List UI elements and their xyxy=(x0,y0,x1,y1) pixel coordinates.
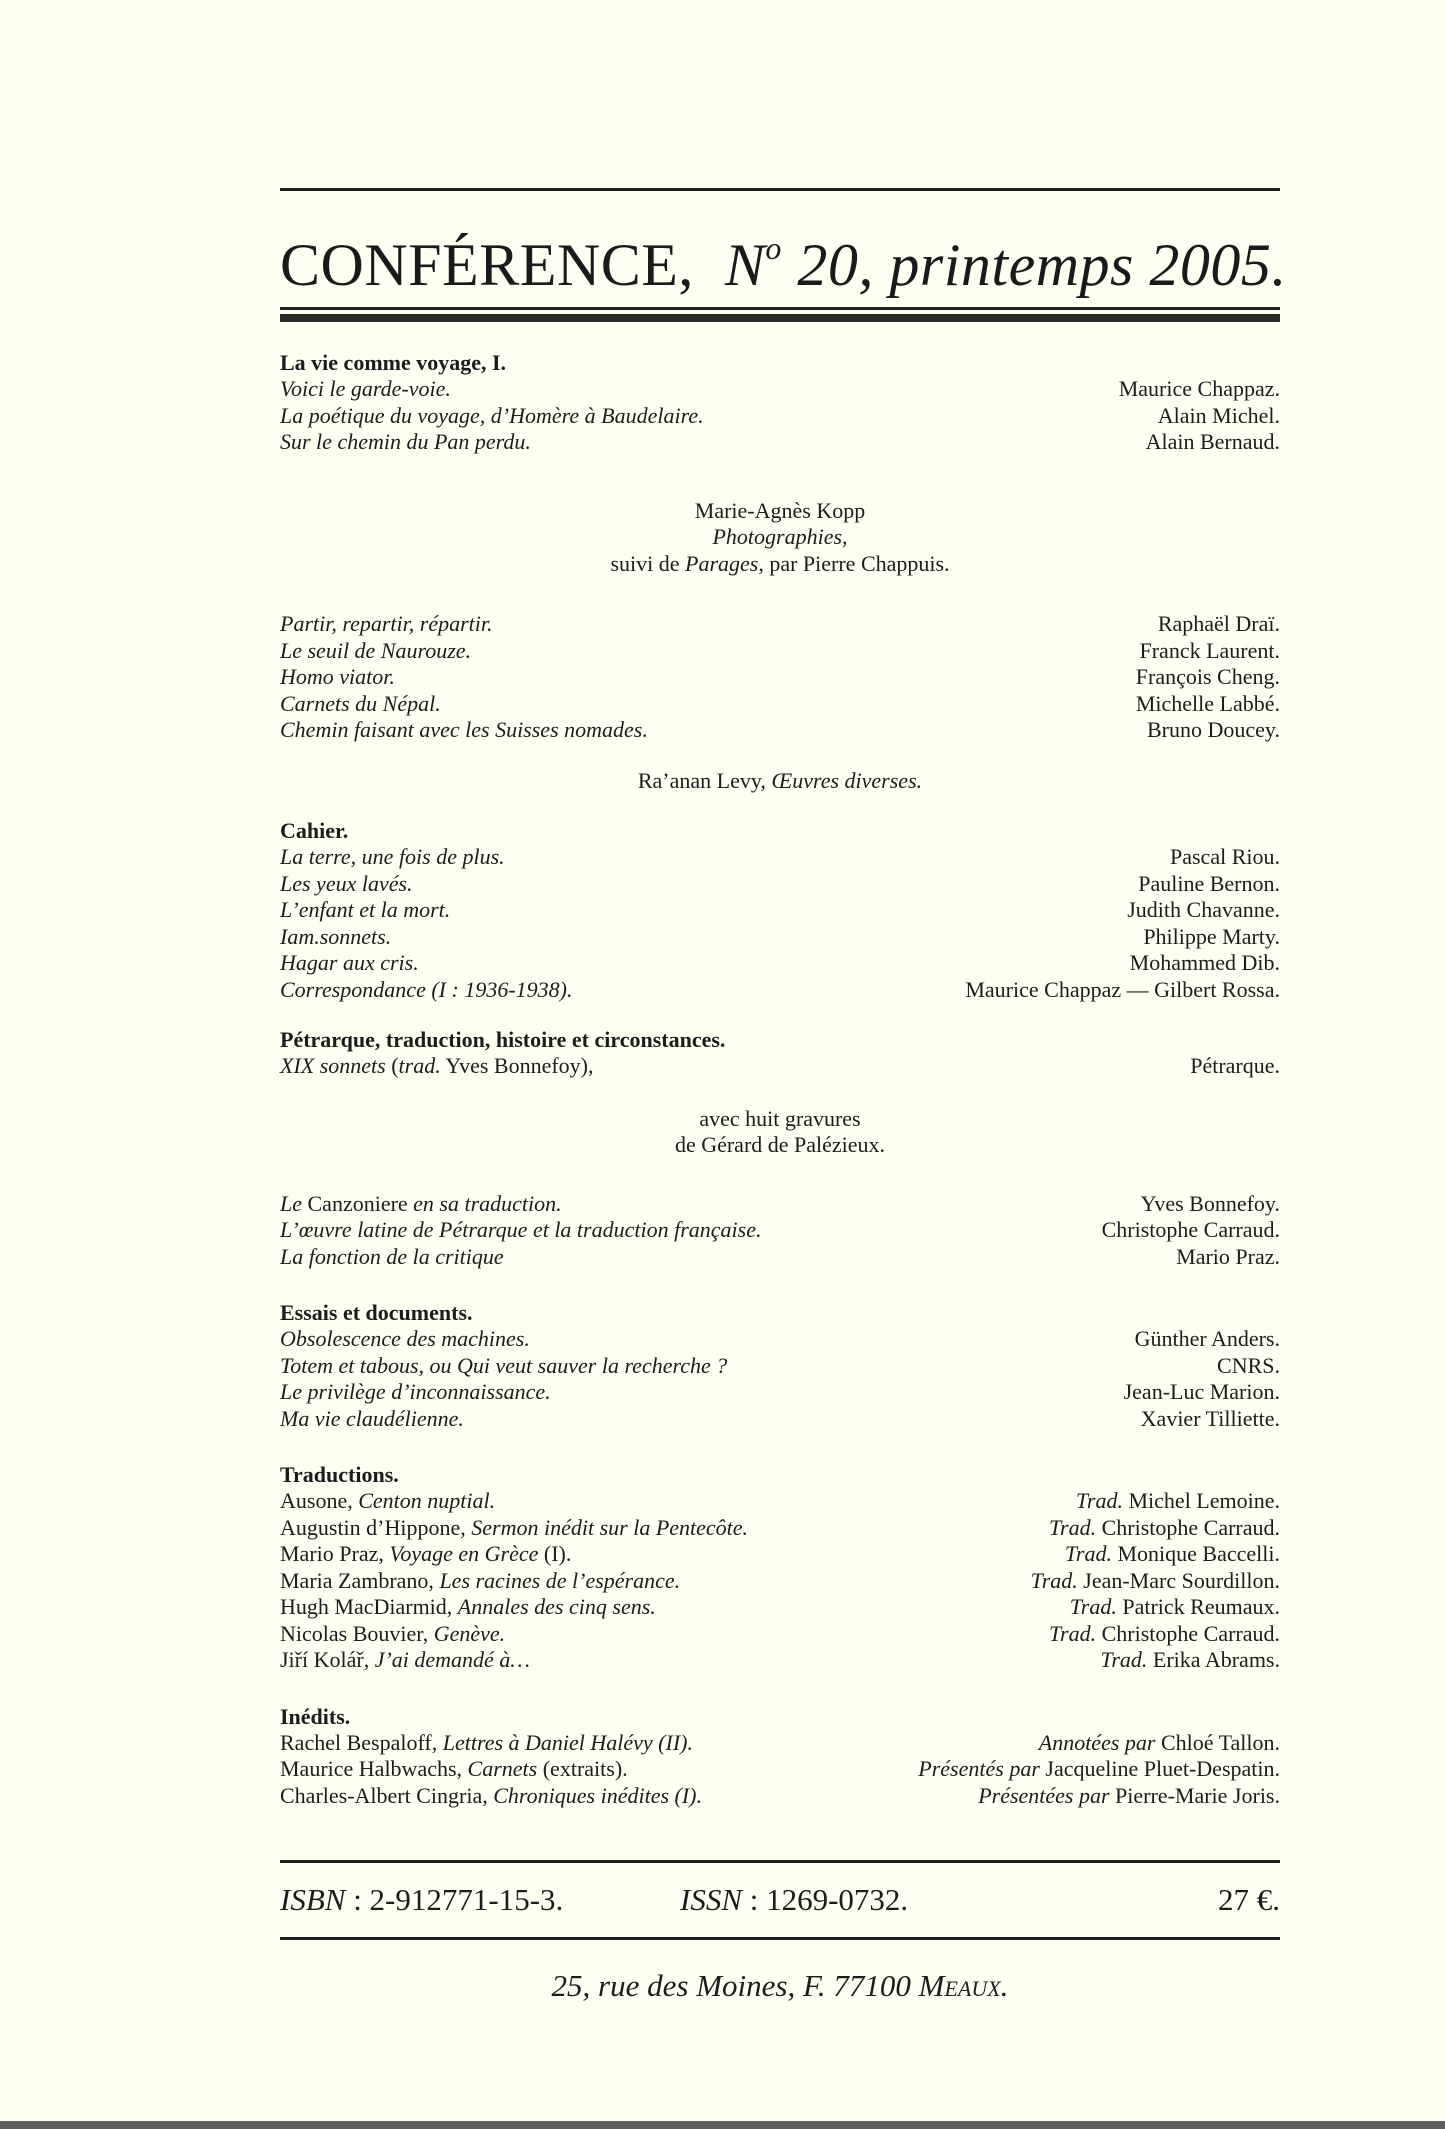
toc-entry xyxy=(280,844,1280,871)
entry-title: Partir, repartir, répartir. xyxy=(280,611,493,636)
entry-translator: Trad. Jean-Marc Sourdillon. xyxy=(1030,1567,1280,1593)
entry-author: Alain Bernaud. xyxy=(1145,429,1280,454)
entry-title: Nicolas Bouvier, Genève. xyxy=(280,1620,506,1646)
entry-author: Michelle Labbé. xyxy=(1135,690,1280,716)
masthead-rule-thick xyxy=(280,314,1280,322)
entry-title: Rachel Bespaloff, Lettres à Daniel Halévy (II). xyxy=(280,1729,693,1755)
toc-entry xyxy=(280,1783,1280,1810)
entry-title: Maurice Halbwachs, Carnets (extraits). xyxy=(280,1756,628,1781)
footer-rule-top xyxy=(280,1860,1280,1863)
toc-entry xyxy=(280,871,1280,898)
entry-translator: Trad. Erika Abrams. xyxy=(1100,1647,1280,1672)
toc-entry xyxy=(280,1730,1280,1757)
entry-title: L’œuvre latine de Pétrarque et la traduction française. xyxy=(280,1217,762,1242)
section-title: Inédits. xyxy=(280,1703,351,1729)
toc-entry xyxy=(280,1191,1280,1218)
entry-author: Maurice Chappaz. xyxy=(1118,376,1280,401)
entry-title: Chemin faisant avec les Suisses nomades. xyxy=(280,717,648,742)
entry-editor: Présentées par Pierre-Marie Joris. xyxy=(978,1782,1280,1808)
table-of-contents xyxy=(280,350,1280,1825)
entry-title: La terre, une fois de plus. xyxy=(280,844,505,869)
toc-entry xyxy=(280,1217,1280,1244)
entry-title: Iam.sonnets. xyxy=(280,923,392,949)
entry-title: Les yeux lavés. xyxy=(280,870,413,896)
entry-author: Pauline Bernon. xyxy=(1138,870,1280,896)
toc-entry xyxy=(280,1406,1280,1433)
entry-title: Totem et tabous, ou Qui veut sauver la recherche ? xyxy=(280,1352,728,1378)
kopp-name: Marie-Agnès Kopp xyxy=(694,497,866,523)
toc-entry xyxy=(280,1326,1280,1353)
section-traductions xyxy=(280,1462,1280,1674)
isbn: ISBN : 2-912771-15-3. xyxy=(280,1882,564,1917)
toc-entry xyxy=(280,1541,1280,1568)
entry-author: Pascal Riou. xyxy=(1170,844,1280,869)
entry-title: Ausone, Centon nuptial. xyxy=(280,1488,496,1513)
toc-entry xyxy=(280,1594,1280,1621)
section-title: Cahier. xyxy=(280,818,349,843)
entry-author: Maurice Chappaz — Gilbert Rossa. xyxy=(965,976,1280,1002)
issue-number-sup: o xyxy=(765,230,782,266)
entry-author: Jean-Luc Marion. xyxy=(1123,1379,1280,1404)
entry-translator: Trad. Christophe Carraud. xyxy=(1049,1514,1280,1540)
entry-title: Hagar aux cris. xyxy=(280,950,419,975)
section-title: La vie comme voyage, I. xyxy=(280,350,507,375)
entry-author: Mario Praz. xyxy=(1176,1243,1280,1269)
gravures-note: avec huit gravures de Gérard de Palézieux. xyxy=(674,1105,886,1157)
toc-entry xyxy=(280,638,1280,665)
toc-entry xyxy=(280,664,1280,691)
section-petrarque xyxy=(280,1027,1280,1270)
entry-title: Correspondance (I : 1936-1938). xyxy=(280,976,573,1002)
entry-title: XIX sonnets (trad. Yves Bonnefoy), xyxy=(280,1053,594,1078)
entry-author: CNRS. xyxy=(1217,1352,1280,1378)
entry-author: Bruno Doucey. xyxy=(1147,717,1280,742)
entry-title: Sur le chemin du Pan perdu. xyxy=(280,429,531,454)
entry-title: Charles-Albert Cingria, Chroniques inédites (I). xyxy=(280,1782,702,1808)
toc-entry xyxy=(280,1353,1280,1380)
entry-title: Ma vie claudélienne. xyxy=(280,1405,464,1431)
section-title: Traductions. xyxy=(280,1462,399,1487)
toc-entry xyxy=(280,717,1280,744)
entry-title: La fonction de la critique xyxy=(280,1243,504,1269)
toc-entry xyxy=(280,1568,1280,1595)
price: 27 €. xyxy=(1218,1882,1280,1917)
entry-title: La poétique du voyage, d’Homère à Baudelaire. xyxy=(280,402,704,428)
entry-title: Hugh MacDiarmid, Annales des cinq sens. xyxy=(280,1594,656,1619)
entry-author: François Cheng. xyxy=(1135,664,1280,689)
entry-author: Alain Michel. xyxy=(1157,402,1280,428)
journal-title: CONFÉRENCE, xyxy=(280,232,694,298)
toc-entry xyxy=(280,1488,1280,1515)
entry-author: Franck Laurent. xyxy=(1139,637,1280,663)
entry-translator: Trad. Patrick Reumaux. xyxy=(1069,1594,1280,1619)
entry-title: Le seuil de Naurouze. xyxy=(280,637,472,663)
entry-title: Le privilège d’inconnaissance. xyxy=(280,1379,551,1404)
entry-title: Maria Zambrano, Les racines de l’espérance. xyxy=(280,1567,681,1593)
toc-entry xyxy=(280,950,1280,977)
section-voyage-continued xyxy=(280,611,1280,744)
entry-editor: Présentés par Jacqueline Pluet-Despatin. xyxy=(918,1756,1280,1781)
kopp-photographies: Photographies, xyxy=(712,524,848,549)
toc-entry xyxy=(280,924,1280,951)
entry-title: Voici le garde-voie. xyxy=(280,376,451,401)
entry-translator: Trad. Christophe Carraud. xyxy=(1049,1620,1280,1646)
entry-author: Judith Chavanne. xyxy=(1127,897,1280,922)
entry-author: Yves Bonnefoy. xyxy=(1140,1190,1280,1216)
entry-author: Philippe Marty. xyxy=(1143,923,1280,949)
toc-entry xyxy=(280,1244,1280,1271)
section-voyage xyxy=(280,350,1280,456)
entry-translator: Trad. Michel Lemoine. xyxy=(1075,1488,1280,1513)
entry-title: Mario Praz, Voyage en Grèce (I). xyxy=(280,1541,572,1566)
top-rule xyxy=(280,188,1280,191)
kopp-block xyxy=(280,498,1280,578)
entry-translator: Trad. Monique Baccelli. xyxy=(1064,1541,1280,1566)
entry-author: Günther Anders. xyxy=(1134,1326,1280,1351)
entry-title: Augustin d’Hippone, Sermon inédit sur la Pentecôte. xyxy=(280,1514,749,1540)
entry-title: Homo viator. xyxy=(280,664,395,689)
issue-label: 20, printemps 2005. xyxy=(781,232,1287,298)
toc-entry xyxy=(280,1515,1280,1542)
kopp-parages: suivi de Parages, par Pierre Chappuis. xyxy=(610,550,950,576)
section-cahier xyxy=(280,818,1280,1003)
issue-number-prefix: N xyxy=(724,232,766,298)
toc-entry xyxy=(280,691,1280,718)
entry-editor: Annotées par Chloé Tallon. xyxy=(1038,1729,1280,1755)
entry-author: Xavier Tilliette. xyxy=(1140,1405,1280,1431)
section-title: Essais et documents. xyxy=(280,1300,473,1325)
publisher-address: 25, rue des Moines, F. 77100 Meaux. xyxy=(551,1968,1009,2003)
entry-author: Pétrarque. xyxy=(1190,1053,1280,1078)
masthead xyxy=(280,213,1287,300)
entry-title: Le Canzoniere en sa traduction. xyxy=(280,1190,562,1216)
entry-author: Raphaël Draï. xyxy=(1157,611,1280,636)
entry-title: Carnets du Népal. xyxy=(280,690,441,716)
toc-entry xyxy=(280,1379,1280,1406)
entry-title: L’enfant et la mort. xyxy=(280,897,451,922)
toc-entry xyxy=(280,977,1280,1004)
toc-entry xyxy=(280,611,1280,638)
masthead-rule-thin xyxy=(280,307,1280,310)
footer-rule-bottom xyxy=(280,1937,1280,1940)
section-title: Pétrarque, traduction, histoire et circonstances. xyxy=(280,1027,726,1052)
issn: ISSN : 1269-0732. xyxy=(680,1882,909,1917)
toc-entry xyxy=(280,1647,1280,1674)
entry-author: Mohammed Dib. xyxy=(1129,950,1280,975)
toc-entry xyxy=(280,1621,1280,1648)
scan-edge-strip xyxy=(0,2121,1445,2129)
entry-title: Jiří Kolář, J’ai demandé à… xyxy=(280,1647,530,1672)
toc-entry xyxy=(280,403,1280,430)
levy-line: Ra’anan Levy, Œuvres diverses. xyxy=(637,767,923,793)
toc-entry xyxy=(280,897,1280,924)
entry-author: Christophe Carraud. xyxy=(1101,1217,1280,1242)
toc-entry xyxy=(280,376,1280,403)
section-inedits xyxy=(280,1704,1280,1810)
toc-entry xyxy=(280,1756,1280,1783)
toc-entry xyxy=(280,429,1280,456)
section-essais xyxy=(280,1300,1280,1432)
entry-title: Obsolescence des machines. xyxy=(280,1326,530,1351)
toc-entry xyxy=(280,1053,1280,1080)
